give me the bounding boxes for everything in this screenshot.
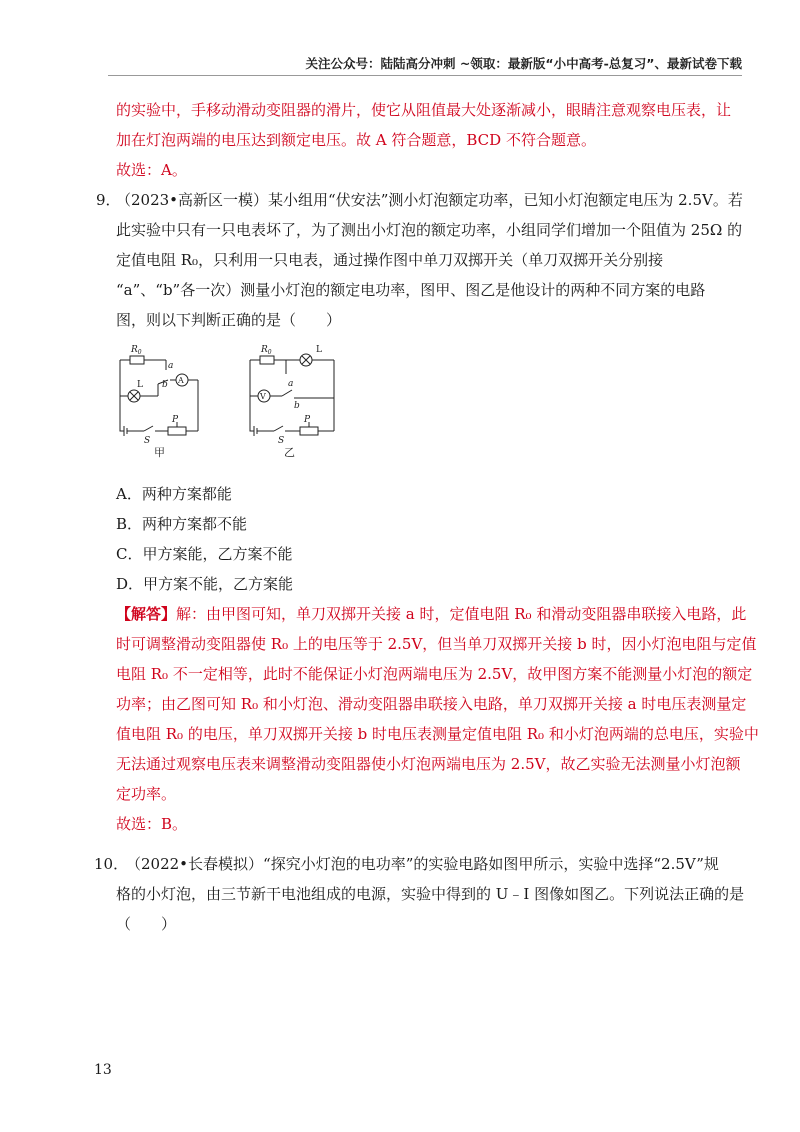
b-label-jia: b (162, 380, 168, 390)
meter-label-yi: V (260, 392, 266, 401)
question-10-line-2: 格的小灯泡，由三节新干电池组成的电源，实验中得到的 U﹣I 图像如图乙。下列说法正确的是 (116, 885, 745, 903)
answer-line-6: 无法通过观察电压表来调整滑动变阻器使小灯泡两端电压为 2.5V，故乙实验无法测量小灯泡额 (116, 755, 741, 773)
lamp-label-jia: L (137, 380, 143, 390)
circuit-figures (110, 338, 350, 460)
r0-label-yi: R (261, 345, 268, 355)
question-9-line-4: “a”、“b”各一次）测量小灯泡的额定电功率，图甲、图乙是他设计的两种不同方案的电路 (116, 281, 706, 299)
b-label-yi: b (294, 401, 300, 411)
s-label-yi: S (278, 436, 285, 446)
r0-label-jia: R (131, 345, 138, 355)
a-label-jia: a (168, 361, 174, 371)
prev-answer-choice: 故选：A。 (116, 161, 187, 179)
a-label-yi: a (288, 379, 294, 389)
question-9-line-2: 此实验中只有一只电表坏了，为了测出小灯泡的额定功率，小组同学们增加一个阻值为 25Ω 的 (116, 221, 743, 239)
option-a: A．两种方案都能 (116, 485, 232, 503)
answer-line-1: 【解答】解：由甲图可知，单刀双掷开关接 a 时，定值电阻 R₀ 和滑动变阻器串联接入电路，此 (116, 605, 747, 623)
question-9-line-5: 图，则以下判断正确的是（ ） (116, 311, 342, 329)
question-9-line-1: （2023•高新区一模）某小组用“伏安法”测小灯泡额定功率，已知小灯泡额定电压为 2.5V。若 (116, 191, 743, 209)
circuit-jia (120, 356, 198, 436)
resistor-r0-jia (130, 356, 144, 364)
header-divider (108, 75, 742, 76)
option-d: D．甲方案不能，乙方案能 (116, 575, 294, 593)
switch-s-yi (274, 426, 283, 431)
spdt-switch-yi (282, 390, 292, 396)
option-b: B．两种方案都不能 (116, 515, 248, 533)
question-10-number: 10． (94, 855, 129, 873)
page-header: 关注公众号：陆陆高分冲刺 ~领取：最新版“小中高考-总复习”、最新试卷下载 (305, 56, 742, 71)
s-label-jia: S (144, 436, 151, 446)
option-c: C．甲方案能，乙方案不能 (116, 545, 293, 563)
page-number: 13 (94, 1062, 112, 1078)
p-label-jia: P (172, 415, 179, 425)
answer-line-3: 电阻 R₀ 不一定相等，此时不能保证小灯泡两端电压为 2.5V，故甲图方案不能测量小灯泡的额定 (116, 665, 753, 683)
question-9-line-3: 定值电阻 R₀，只利用一只电表，通过操作图中单刀双掷开关（单刀双掷开关分别接 (116, 251, 664, 269)
answer-line-7: 定功率。 (116, 785, 177, 803)
prev-answer-line-2: 加在灯泡两端的电压达到额定电压。故 A 符合题意，BCD 不符合题意。 (116, 131, 596, 149)
answer-choice: 故选：B。 (116, 815, 188, 833)
question-10-line-3: （ ） (116, 915, 177, 933)
answer-line-4: 功率；由乙图可知 R₀ 和小灯泡、滑动变阻器串联接入电路，单刀双掷开关接 a 时电压表测量定 (116, 695, 747, 713)
caption-jia: 甲 (154, 446, 165, 459)
resistor-r0-yi (260, 356, 274, 364)
prev-answer-line-1: 的实验中，手移动滑动变阻器的滑片，使它从阻值最大处逐渐减小，眼睛注意观察电压表，让 (116, 101, 732, 119)
svg-text:R0: $R_0$ (131, 345, 142, 356)
answer-line-2: 时可调整滑动变阻器使 R₀ 上的电压等于 2.5V，但当单刀双掷开关接 b 时，因小灯泡电阻与定值 (116, 635, 757, 653)
question-9-number: 9． (96, 191, 121, 209)
rheostat-jia (168, 427, 186, 435)
p-label-yi: P (304, 415, 311, 425)
answer-tag: 【解答】 (116, 605, 177, 623)
lamp-label-yi: L (316, 345, 322, 355)
question-10-line-1: （2022•长春模拟）“探究小灯泡的电功率”的实验电路如图甲所示，实验中选择“2.5V”规 (126, 855, 719, 873)
switch-s-jia (144, 426, 153, 431)
meter-label-jia: A (178, 376, 184, 385)
caption-yi: 乙 (284, 446, 295, 459)
answer-line-5: 值电阻 R₀ 的电压，单刀双掷开关接 b 时电压表测量定值电阻 R₀ 和小灯泡两端的总电压，实验中 (116, 725, 759, 743)
rheostat-yi (300, 427, 318, 435)
svg-text:R0: $R_0$ (261, 345, 272, 356)
